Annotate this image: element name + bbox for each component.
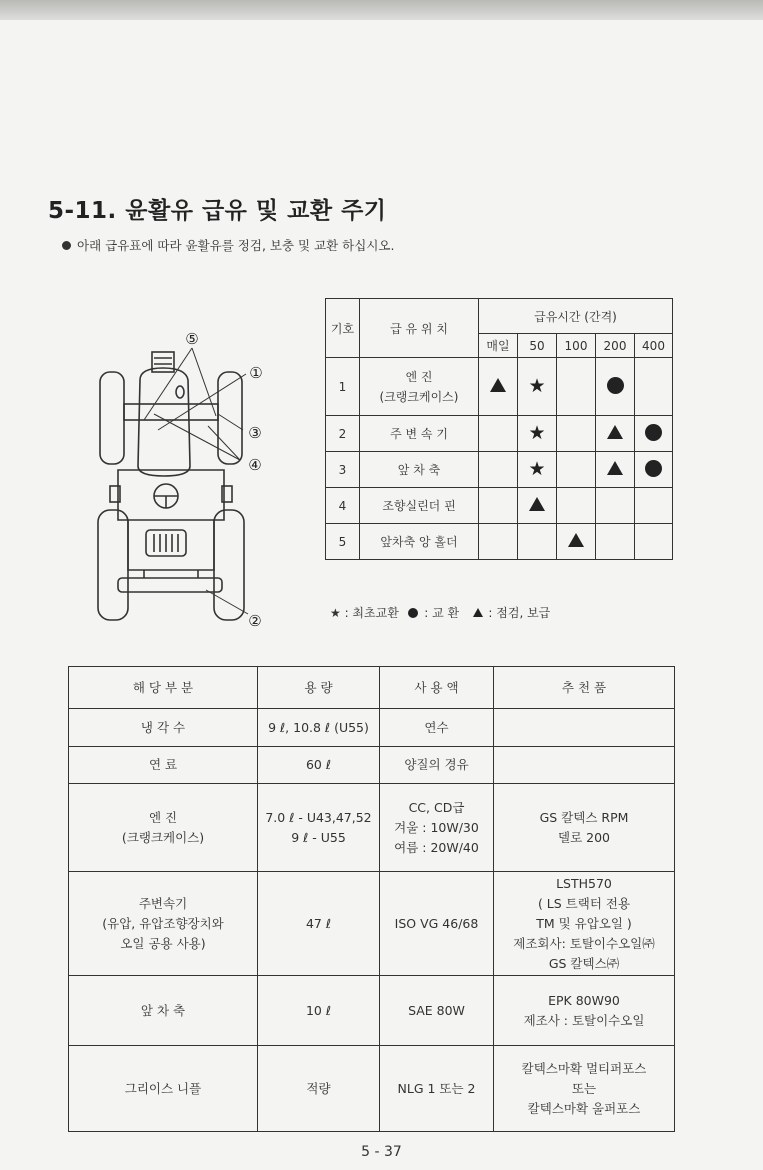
col-200: 200 [596,334,635,358]
triangle-icon [490,378,506,392]
fluid-cell-fluid: CC, CD급 겨울 : 10W/30 여름 : 20W/40 [380,784,494,872]
fluid-spec-table [68,666,675,1132]
schedule-row [326,524,673,560]
schedule-cell-400 [635,452,673,488]
section-title: 5-11. 윤활유 급유 및 교환 주기 [48,198,387,224]
schedule-cell-200 [596,488,635,524]
fluid-cell-capacity: 적량 [258,1046,380,1132]
schedule-cell-200 [596,524,635,560]
schedule-cell-400 [635,416,673,452]
fluid-row [69,1046,675,1132]
fluid-row [69,976,675,1046]
legend-triangle: : 점검, 보급 [488,606,551,620]
schedule-cell-50 [518,416,557,452]
fluid-cell-recommend [494,747,675,784]
schedule-cell-daily [479,524,518,560]
schedule-legend [330,604,552,621]
circle-icon [645,424,662,441]
header-interval: 급유시간 (간격) [479,299,673,334]
fluid-cell-part: 앞 차 축 [69,976,258,1046]
legend-circle: : 교 환 [424,606,460,620]
schedule-row-number: 2 [326,416,360,452]
fluid-cell-fluid: 양질의 경유 [380,747,494,784]
legend-circle-icon [408,608,418,618]
schedule-cell-400 [635,358,673,416]
schedule-row-location: 앞차축 앙 홀더 [360,524,479,560]
fluid-cell-capacity: 10 ℓ [258,976,380,1046]
header-symbol: 기호 [326,299,360,358]
fluid-cell-part: 그리이스 니플 [69,1046,258,1132]
schedule-row-number: 4 [326,488,360,524]
schedule-row [326,488,673,524]
fluid-row [69,784,675,872]
schedule-cell-100 [557,358,596,416]
schedule-cell-200 [596,416,635,452]
schedule-cell-400 [635,524,673,560]
schedule-row-number: 1 [326,358,360,416]
schedule-cell-50 [518,452,557,488]
triangle-icon [607,425,623,439]
star-icon: ★ [528,375,546,397]
fluid-header-row [69,667,675,709]
schedule-cell-100 [557,452,596,488]
fluid-cell-recommend: 칼텍스마확 멀티퍼포스 또는 칼텍스마확 울퍼포스 [494,1046,675,1132]
schedule-row [326,358,673,416]
fluid-cell-fluid: 연수 [380,709,494,747]
header-fluid: 사 용 액 [380,667,494,709]
col-400: 400 [635,334,673,358]
schedule-row-number: 5 [326,524,360,560]
schedule-row-location: 엔 진 (크랭크케이스) [360,358,479,416]
fluid-cell-part: 연 료 [69,747,258,784]
fluid-cell-part: 주변속기 (유압, 유압조향장치와 오일 공용 사용) [69,872,258,976]
fluid-cell-part: 냉 각 수 [69,709,258,747]
star-icon: ★ [528,458,546,480]
intro-label: 아래 급유표에 따라 윤활유를 정검, 보충 및 교환 하십시오. [77,238,395,253]
legend-triangle-icon [473,608,483,617]
legend-star: ★ : 최초교환 [330,606,399,620]
schedule-cell-100 [557,488,596,524]
fluid-cell-capacity: 7.0 ℓ - U43,47,52 9 ℓ - U55 [258,784,380,872]
schedule-cell-400 [635,488,673,524]
callout-3: ③ [248,424,262,442]
fluid-cell-fluid: NLG 1 또는 2 [380,1046,494,1132]
schedule-cell-daily [479,488,518,524]
fluid-cell-recommend: GS 칼텍스 RPM 델로 200 [494,784,675,872]
schedule-cell-50 [518,524,557,560]
fluid-cell-recommend: LSTH570 ( LS 트랙터 전용 TM 및 유압오일 ) 제조회사: 토탈이수오일㈜ GS 칼텍스㈜ [494,872,675,976]
schedule-cell-100 [557,524,596,560]
tractor-lubrication-diagram [88,320,278,640]
schedule-row-location: 조향실린더 핀 [360,488,479,524]
bullet-icon [62,241,71,250]
schedule-cell-daily [479,452,518,488]
circle-icon [607,377,624,394]
col-100: 100 [557,334,596,358]
fluid-cell-capacity: 47 ℓ [258,872,380,976]
intro-text [62,236,394,254]
callout-1: ① [249,364,263,382]
schedule-cell-50 [518,488,557,524]
schedule-row-number: 3 [326,452,360,488]
triangle-icon [607,461,623,475]
schedule-cell-200 [596,452,635,488]
scan-edge [0,0,763,20]
star-icon: ★ [528,422,546,444]
triangle-icon [529,497,545,511]
schedule-cell-daily [479,416,518,452]
fluid-row [69,872,675,976]
schedule-row-location: 앞 차 축 [360,452,479,488]
callout-5: ⑤ [185,330,199,348]
triangle-icon [568,533,584,547]
fluid-cell-recommend [494,709,675,747]
lubrication-schedule-table [325,298,673,560]
schedule-row-location: 주 변 속 기 [360,416,479,452]
schedule-cell-200 [596,358,635,416]
header-capacity: 용 량 [258,667,380,709]
fluid-row [69,747,675,784]
header-location: 급 유 위 치 [360,299,479,358]
callout-4: ④ [248,456,262,474]
fluid-cell-part: 엔 진 (크랭크케이스) [69,784,258,872]
schedule-row [326,416,673,452]
col-daily: 매일 [479,334,518,358]
fluid-row [69,709,675,747]
fluid-cell-capacity: 60 ℓ [258,747,380,784]
header-part: 해 당 부 분 [69,667,258,709]
callout-2: ② [248,612,262,630]
fluid-cell-fluid: SAE 80W [380,976,494,1046]
header-recommend: 추 천 품 [494,667,675,709]
circle-icon [645,460,662,477]
schedule-cell-daily [479,358,518,416]
col-50: 50 [518,334,557,358]
schedule-row [326,452,673,488]
page-number: 5 - 37 [361,1144,402,1160]
fluid-cell-recommend: EPK 80W90 제조사 : 토탈이수오일 [494,976,675,1046]
schedule-cell-100 [557,416,596,452]
schedule-cell-50 [518,358,557,416]
fluid-cell-fluid: ISO VG 46/68 [380,872,494,976]
fluid-cell-capacity: 9 ℓ, 10.8 ℓ (U55) [258,709,380,747]
